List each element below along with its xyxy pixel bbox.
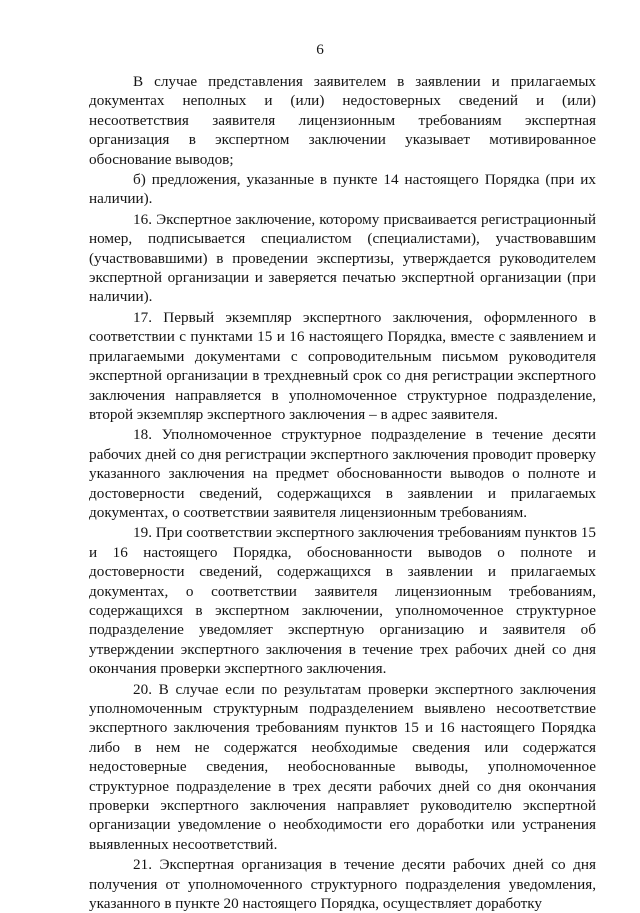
paragraph-16: 16. Экспертное заключение, которому присваивается регистрационный номер, подписывается специалистом (специалистами), участвовавшим (участвовавшими) в проведении экспертизы, утверждается руководителем экспертной организации и заверяется печатью экспертной организации (при наличии). — [89, 210, 596, 306]
page-number: 6 — [316, 41, 324, 58]
paragraph-18: 18. Уполномоченное структурное подразделение в течение десяти рабочих дней со дня регистрации экспертного заключения проводит проверку указанного заключения на предмет обоснованности выводов о полноте и достоверности сведений, содержащихся в заявлении и прилагаемых документах, о соответствии заявителя лицензионным требованиям. — [89, 426, 596, 521]
document-body — [89, 72, 596, 913]
paragraph-b: б) предложения, указанные в пункте 14 настоящего Порядка (при их наличии). — [89, 171, 596, 208]
paragraph-intro: В случае представления заявителем в заявлении и прилагаемых документах неполных и (или) недостоверных сведений и (или) несоответствия заявителя лицензионным требованиям экспертная организация в экспертном заключении указывает мотивированное обоснование выводов; — [89, 73, 596, 168]
paragraph-19: 19. При соответствии экспертного заключения требованиям пунктов 15 и 16 настоящего Порядка, обоснованности выводов о полноте и достоверности сведений, содержащихся в заявлении и прилагаемых документах, о соответствии заявителя лицензионным требованиям, содержащихся в экспертном заключении, уполномоченное структурное подразделение уведомляет экспертную организацию и заявителя об утверждении экспертного заключения в течение трех рабочих дней со дня окончания проверки экспертного заключения. — [89, 524, 596, 678]
paragraph-17: 17. Первый экземпляр экспертного заключения, оформленного в соответствии с пунктами 15 и 16 настоящего Порядка, вместе с заявлением и прилагаемыми документами с сопроводительным письмом руководителя экспертной организации в трехдневный срок со дня регистрации экспертного заключения направляется в уполномоченное структурное подразделение, второй экземпляр экспертного заключения – в адрес заявителя. — [89, 308, 596, 423]
paragraph-20: 20. В случае если по результатам проверки экспертного заключения уполномоченным структурным подразделением выявлено несоответствие экспертного заключения требованиям пунктов 15 и 16 настоящего Порядка либо в нем не содержатся необходимые сведения или содержатся недостоверные сведения, необоснованные выводы, уполномоченное структурное подразделение в трех десяти рабочих дней со дня окончания проверки экспертного заключения направляет руководителю экспертной организации уведомление о необходимости его доработки или устранения выявленных несоответствий. — [89, 680, 596, 853]
paragraph-21: 21. Экспертная организация в течение десяти рабочих дней со дня получения от уполномоченного структурного подразделения уведомления, указанного в пункте 20 настоящего Порядка, осуществляет доработку — [89, 856, 596, 913]
